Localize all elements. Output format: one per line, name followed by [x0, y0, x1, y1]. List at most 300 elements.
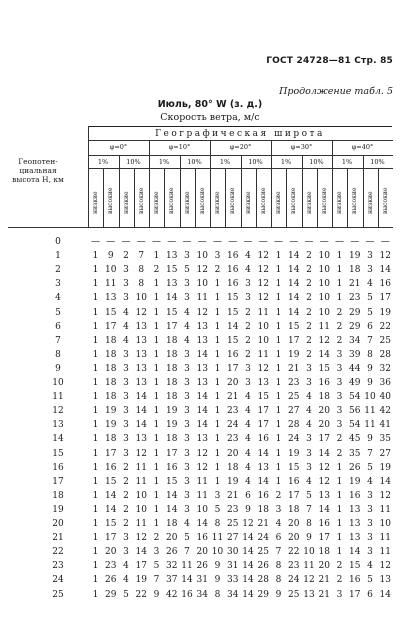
low-value-label: низкие — [305, 191, 313, 214]
table-cell: 1 — [214, 349, 221, 360]
table-cell: 4 — [367, 279, 373, 290]
table-cell: 4 — [245, 462, 251, 473]
table-cell: 17 — [166, 321, 178, 332]
table-cell: 10 — [318, 293, 330, 304]
table-cell: 25 — [227, 519, 239, 529]
table-cell: 15 — [105, 476, 117, 487]
latitude-header-rule — [88, 140, 393, 141]
table-cell: 18 — [105, 434, 117, 445]
table-cell: 12 — [379, 490, 391, 501]
table-cell: 1 — [214, 448, 221, 459]
table-cell: 17 — [288, 490, 300, 501]
height-column-header: Геопотен-циальная высота H, км — [12, 157, 64, 184]
table-cell: 4 — [245, 265, 251, 276]
table-cell: 16 — [349, 490, 361, 501]
table-cell: 21 — [227, 392, 239, 403]
table-cell: 4 — [245, 392, 251, 403]
table-cell: 13 — [318, 490, 330, 501]
table-cell: 11 — [181, 561, 193, 572]
low-value-label: низкие — [183, 191, 191, 214]
table-cell: 11 — [196, 490, 208, 501]
table-cell: 13 — [105, 293, 117, 304]
table-cell: 23 — [227, 406, 239, 417]
table-cell: 6 — [245, 490, 251, 501]
table-cell: 16 — [257, 490, 269, 501]
table-cell: — — [121, 237, 131, 247]
table-cell: 11 — [135, 462, 147, 473]
table-cell: 5 — [184, 533, 190, 544]
table-cell: 13 — [257, 378, 269, 388]
table-cell: 9 — [214, 561, 221, 572]
table-cell: 2 — [245, 335, 251, 346]
table-cell: 10 — [135, 490, 147, 501]
table-cell: 1 — [92, 490, 99, 501]
table-cell: 14 — [196, 349, 208, 360]
table-cell: 1 — [153, 349, 160, 360]
table-cell: 3 — [306, 363, 312, 374]
table-cell: 21 — [349, 279, 361, 290]
value-separator — [134, 168, 135, 227]
table-cell: 1 — [92, 589, 99, 600]
table-cell: 3 — [336, 378, 343, 388]
table-cell: 40 — [379, 392, 391, 403]
table-cell: 24 — [227, 420, 239, 431]
table-cell: 2 — [306, 307, 312, 318]
table-cell: 16 — [181, 589, 193, 600]
table-cell: 3 — [306, 462, 312, 473]
table-cell: 14 — [242, 561, 254, 572]
table-cell: 26 — [166, 547, 178, 558]
table-cell: 12 — [318, 335, 330, 346]
table-cell: 14 — [135, 547, 147, 558]
table-cell: 6 — [367, 589, 373, 600]
table-cell: 14 — [105, 490, 117, 501]
table-cell: 4 — [184, 335, 190, 346]
table-cell: 10 — [211, 547, 224, 558]
percentile-header: 10% — [248, 158, 263, 166]
table-cell: 3 — [123, 363, 129, 374]
latitude-header: φ=0° — [109, 143, 128, 151]
percentile-header: 1% — [97, 158, 109, 166]
table-cell: 15 — [257, 392, 269, 403]
continuation-note: Продолжение табл. 5 — [279, 86, 393, 97]
table-cell: 14 — [242, 533, 254, 544]
percentile-header: 1% — [280, 158, 292, 166]
table-cell: 12 — [196, 448, 208, 459]
table-cell: 18 — [105, 349, 117, 360]
table-cell: 1 — [214, 321, 221, 332]
height-cell: 19 — [52, 504, 64, 515]
height-cell: 25 — [52, 589, 64, 600]
table-cell: 3 — [184, 293, 190, 304]
table-cell: 3 — [367, 533, 373, 544]
table-cell: 1 — [275, 378, 282, 388]
table-cell: 3 — [123, 392, 129, 403]
table-cell: 5 — [153, 561, 160, 572]
table-cell: 15 — [105, 519, 117, 529]
table-cell: 16 — [227, 279, 239, 290]
table-cell: 1 — [214, 293, 221, 304]
table-cell: 1 — [214, 434, 221, 445]
table-cell: 8 — [214, 589, 221, 600]
height-cell: 10 — [52, 378, 64, 388]
table-cell: 14 — [105, 504, 117, 515]
table-cell: 2 — [245, 307, 251, 318]
table-cell: 2 — [153, 265, 160, 276]
table-cell: 16 — [349, 575, 361, 586]
table-cell: 19 — [349, 251, 361, 262]
table-subtitle: Скорость ветра, м/с — [160, 112, 260, 123]
table-cell: 11 — [135, 519, 147, 529]
table-cell: — — [213, 237, 222, 247]
table-cell: 15 — [227, 293, 239, 304]
table-cell: 3 — [184, 504, 190, 515]
height-cell: 6 — [55, 321, 61, 332]
table-cell: 34 — [196, 589, 208, 600]
table-cell: 14 — [242, 589, 254, 600]
table-cell: 44 — [349, 363, 361, 374]
table-cell: 3 — [336, 420, 343, 431]
table-cell: 1 — [275, 434, 282, 445]
table-cell: 15 — [227, 335, 239, 346]
table-cell: 12 — [135, 533, 147, 544]
table-cell: 13 — [196, 335, 208, 346]
table-cell: 12 — [379, 561, 391, 572]
table-cell: 23 — [288, 378, 300, 388]
table-cell: 3 — [336, 392, 343, 403]
table-cell: 10 — [105, 265, 117, 276]
table-cell: 14 — [288, 279, 300, 290]
table-cell: 14 — [288, 265, 300, 276]
table-cell: 18 — [105, 363, 117, 374]
table-cell: 29 — [349, 307, 361, 318]
table-cell: 14 — [242, 547, 254, 558]
table-cell: 1 — [153, 307, 160, 318]
table-cell: 12 — [257, 251, 269, 262]
table-cell: 23 — [349, 293, 361, 304]
table-cell: 3 — [184, 462, 190, 473]
table-cell: 1 — [336, 251, 343, 262]
table-cell: 11 — [303, 561, 315, 572]
table-cell: 29 — [349, 321, 361, 332]
table-cell: 2 — [306, 335, 312, 346]
table-cell: 4 — [123, 335, 129, 346]
table-cell: 1 — [92, 307, 99, 318]
table-cell: 2 — [336, 575, 343, 586]
height-cell: 21 — [52, 533, 64, 544]
table-cell: 5 — [306, 490, 312, 501]
table-cell: 1 — [336, 504, 343, 515]
table-cell: 13 — [196, 378, 208, 388]
table-cell: 1 — [275, 476, 282, 487]
table-cell: 17 — [105, 321, 117, 332]
table-cell: 3 — [245, 293, 251, 304]
table-cell: 1 — [214, 335, 221, 346]
table-cell: 1 — [275, 279, 282, 290]
table-cell: 14 — [135, 392, 147, 403]
table-cell: 1 — [92, 547, 99, 558]
table-cell: 12 — [196, 462, 208, 473]
table-cell: 1 — [92, 533, 99, 544]
table-cell: 8 — [275, 561, 282, 572]
table-cell: 20 — [318, 420, 330, 431]
table-cell: 3 — [123, 279, 129, 290]
table-cell: 14 — [288, 251, 300, 262]
table-cell: — — [304, 237, 314, 247]
height-cell: 9 — [55, 363, 61, 374]
table-cell: 4 — [245, 476, 251, 487]
table-cell: 3 — [184, 476, 190, 487]
table-cell: 28 — [379, 349, 391, 360]
table-cell: — — [182, 237, 192, 247]
table-cell: 18 — [166, 392, 178, 403]
table-cell: 3 — [214, 251, 221, 262]
table-cell: 15 — [166, 307, 178, 318]
table-cell: 7 — [306, 504, 312, 515]
table-cell: 3 — [123, 349, 129, 360]
table-cell: 1 — [275, 307, 282, 318]
low-value-label: низкие — [275, 191, 282, 214]
table-cell: 3 — [245, 363, 251, 374]
table-cell: 3 — [306, 378, 312, 388]
table-cell: 3 — [123, 533, 129, 544]
table-cell: 12 — [257, 363, 269, 374]
table-cell: 2 — [336, 335, 343, 346]
table-cell: 14 — [242, 575, 254, 586]
table-cell: 17 — [257, 420, 269, 431]
table-cell: 1 — [153, 490, 160, 501]
table-cell: — — [197, 237, 207, 247]
table-cell: 35 — [349, 448, 361, 459]
table-cell: 10 — [257, 321, 269, 332]
table-cell: 10 — [135, 293, 147, 304]
table-cell: 18 — [105, 335, 117, 346]
table-cell: 4 — [123, 307, 129, 318]
table-cell: 1 — [153, 293, 160, 304]
table-cell: 1 — [153, 448, 160, 459]
table-cell: 2 — [336, 321, 343, 332]
table-cell: 3 — [367, 547, 373, 558]
table-cell: 4 — [184, 321, 190, 332]
table-cell: 2 — [123, 519, 129, 529]
table-cell: 3 — [184, 363, 190, 374]
table-cell: 8 — [275, 575, 282, 586]
table-cell: 2 — [306, 265, 312, 276]
latitude-header: φ=20° — [229, 143, 252, 151]
table-cell: 2 — [306, 279, 312, 290]
table-cell: 10 — [196, 504, 208, 515]
table-cell: 14 — [288, 307, 300, 318]
latitude-header: φ=30° — [290, 143, 313, 151]
table-cell: 1 — [275, 363, 282, 374]
table-cell: 14 — [196, 519, 208, 529]
height-cell: 12 — [52, 406, 64, 417]
table-cell: 9 — [367, 434, 373, 445]
table-cell: 3 — [123, 293, 129, 304]
value-separator — [164, 168, 165, 227]
table-cell: 6 — [367, 321, 373, 332]
high-value-label: высокие — [290, 187, 298, 214]
table-cell: 17 — [227, 363, 239, 374]
table-cell: 1 — [275, 321, 282, 332]
table-cell: 3 — [306, 448, 312, 459]
table-cell: 13 — [135, 363, 147, 374]
table-cell: 1 — [214, 378, 221, 388]
table-cell: 14 — [181, 575, 193, 586]
table-cell: 16 — [227, 265, 239, 276]
table-cell: 11 — [257, 307, 269, 318]
low-value-label: низкие — [122, 191, 130, 214]
table-cell: 12 — [257, 293, 269, 304]
table-cell: — — [152, 237, 161, 247]
table-cell: 2 — [214, 265, 221, 276]
table-cell: 12 — [135, 307, 147, 318]
percentile-header: 1% — [158, 158, 170, 166]
table-cell: 12 — [303, 575, 315, 586]
high-value-label: высокие — [259, 187, 267, 214]
table-cell: — — [91, 237, 100, 247]
height-cell: 8 — [55, 349, 61, 360]
table-cell: 13 — [349, 504, 361, 515]
table-cell: 18 — [318, 547, 330, 558]
table-cell: 17 — [318, 434, 330, 445]
table-cell: 4 — [306, 406, 312, 417]
table-cell: 17 — [257, 406, 269, 417]
table-cell: 2 — [336, 448, 343, 459]
table-cell: 1 — [92, 561, 99, 572]
table-cell: 17 — [379, 293, 391, 304]
table-cell: 8 — [138, 265, 145, 276]
table-cell: 25 — [288, 589, 300, 600]
high-value-label: высокие — [107, 187, 115, 214]
table-cell: 1 — [336, 265, 343, 276]
table-cell: — — [167, 237, 177, 247]
table-cell: 7 — [275, 547, 282, 558]
table-cell: 14 — [166, 293, 178, 304]
height-cell: 5 — [55, 307, 61, 318]
table-cell: 4 — [184, 307, 190, 318]
low-value-label: низкие — [153, 191, 160, 214]
table-cell: 20 — [227, 448, 239, 459]
table-cell: 27 — [227, 533, 239, 544]
table-cell: 4 — [123, 321, 129, 332]
table-cell: 4 — [367, 476, 373, 487]
table-cell: 18 — [166, 519, 178, 529]
height-cell: 23 — [52, 561, 64, 572]
table-cell: 10 — [318, 279, 330, 290]
table-cell: 12 — [257, 279, 269, 290]
value-separator — [256, 168, 257, 227]
table-cell: 2 — [123, 504, 129, 515]
table-cell: 19 — [379, 307, 391, 318]
table-cell: 1 — [153, 378, 160, 388]
low-value-label: низкие — [244, 191, 252, 214]
table-cell: 1 — [336, 279, 343, 290]
table-cell: 3 — [367, 504, 373, 515]
value-separator — [225, 168, 226, 227]
table-cell: 14 — [227, 321, 239, 332]
table-cell: 1 — [92, 575, 99, 586]
table-cell: 14 — [257, 476, 269, 487]
table-cell: 19 — [288, 448, 300, 459]
table-cell: 1 — [336, 490, 343, 501]
table-cell: 3 — [153, 547, 160, 558]
table-cell: 16 — [196, 533, 208, 544]
table-cell: 3 — [367, 490, 373, 501]
table-cell: 3 — [184, 434, 190, 445]
table-cell: 1 — [336, 547, 343, 558]
table-cell: 13 — [379, 575, 391, 586]
table-cell: 21 — [318, 575, 330, 586]
table-cell: 19 — [227, 476, 239, 487]
table-cell: 22 — [379, 321, 391, 332]
table-cell: 11 — [196, 293, 208, 304]
table-cell: 18 — [166, 363, 178, 374]
table-cell: 19 — [105, 406, 117, 417]
height-cell: 3 — [55, 279, 61, 290]
table-cell: 11 — [364, 420, 376, 431]
table-cell: — — [319, 237, 329, 247]
table-cell: 3 — [214, 490, 221, 501]
table-cell: 13 — [349, 533, 361, 544]
table-cell: 12 — [257, 265, 269, 276]
table-cell: 11 — [318, 321, 330, 332]
table-cell: 1 — [275, 392, 282, 403]
table-cell: 14 — [196, 420, 208, 431]
table-cell: 19 — [349, 476, 361, 487]
table-cell: 13 — [135, 335, 147, 346]
table-cell: 2 — [245, 349, 251, 360]
table-cell: 7 — [184, 547, 190, 558]
table-cell: 35 — [379, 434, 391, 445]
table-cell: 31 — [227, 561, 239, 572]
table-cell: 4 — [245, 448, 251, 459]
table-cell: 1 — [153, 504, 160, 515]
table-cell: 37 — [166, 575, 178, 586]
table-cell: 8 — [214, 519, 221, 529]
table-cell: 20 — [227, 378, 239, 388]
table-cell: 1 — [92, 434, 99, 445]
table-cell: 1 — [92, 293, 99, 304]
table-cell: 11 — [257, 349, 269, 360]
table-cell: 3 — [123, 265, 129, 276]
table-cell: 29 — [105, 589, 117, 600]
table-cell: 20 — [288, 519, 300, 529]
table-cell: 12 — [196, 307, 208, 318]
table-cell: 1 — [275, 335, 282, 346]
table-cell: 4 — [367, 561, 373, 572]
table-cell: 3 — [184, 279, 190, 290]
height-cell: 18 — [52, 490, 64, 501]
table-cell: 12 — [318, 462, 330, 473]
table-cell: 32 — [166, 561, 178, 572]
table-cell: 15 — [166, 265, 178, 276]
table-cell: 2 — [306, 321, 312, 332]
table-cell: 19 — [135, 575, 147, 586]
height-cell: 20 — [52, 519, 64, 529]
percentile-header: 10% — [187, 158, 202, 166]
table-cell: 8 — [138, 279, 145, 290]
table-cell: 13 — [135, 321, 147, 332]
table-cell: 11 — [379, 504, 391, 515]
table-cell: 30 — [227, 547, 239, 558]
table-cell: 1 — [214, 420, 221, 431]
table-cell: 23 — [227, 434, 239, 445]
table-cell: 20 — [288, 533, 300, 544]
table-cell: 5 — [184, 265, 190, 276]
table-cell: 13 — [135, 378, 147, 388]
table-cell: 3 — [184, 448, 190, 459]
